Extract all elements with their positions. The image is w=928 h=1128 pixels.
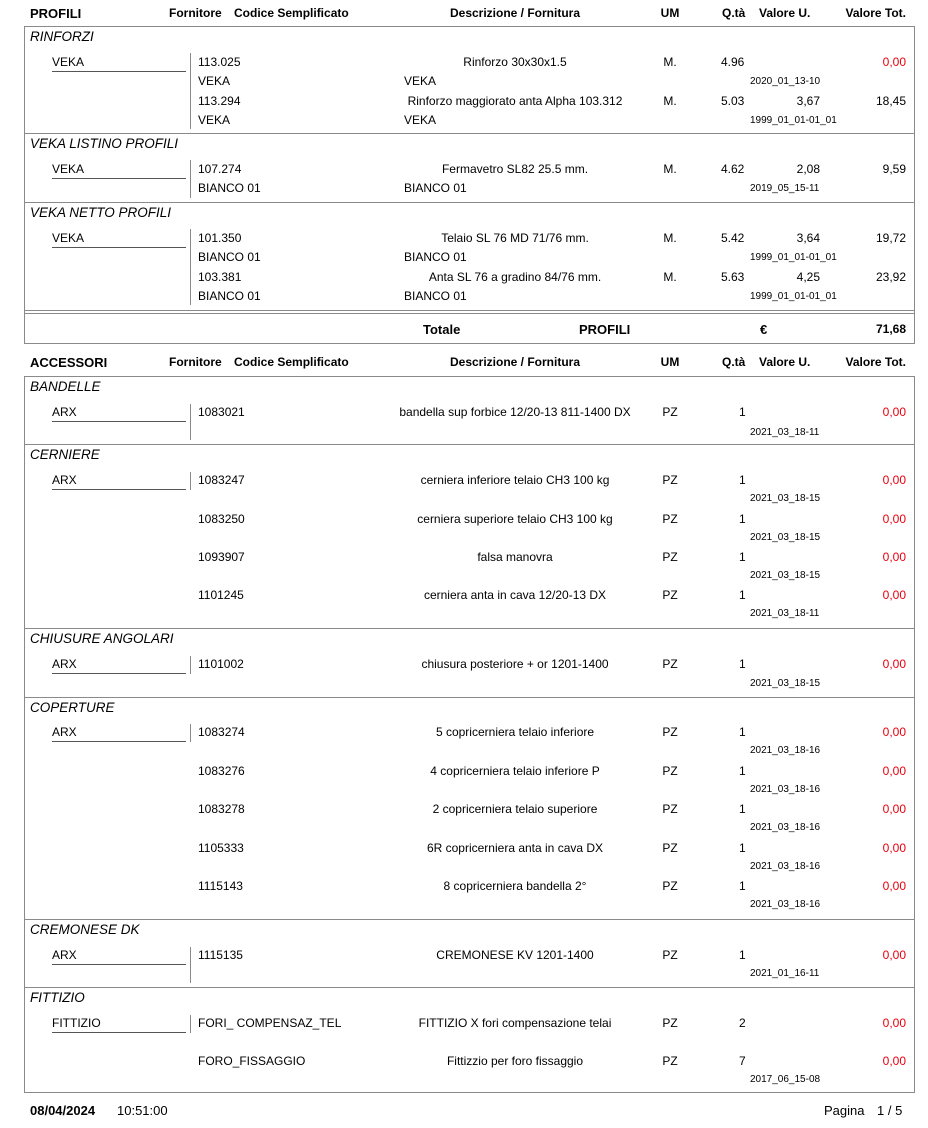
row-um: M. xyxy=(663,231,677,245)
category-title: CERNIERE xyxy=(30,447,100,462)
supplier-underline xyxy=(52,1032,186,1033)
row-um: M. xyxy=(663,55,677,69)
row-qty: 1 xyxy=(739,725,746,739)
row-desc-sub: BIANCO 01 xyxy=(404,250,467,264)
total-divider-bottom xyxy=(24,343,915,344)
row-total-value: 0,00 xyxy=(882,550,906,564)
row-desc: Fermavetro SL82 25.5 mm. xyxy=(441,162,589,176)
supplier-underline xyxy=(52,421,186,422)
row-um: M. xyxy=(663,270,677,284)
category-title: CREMONESE DK xyxy=(30,922,140,937)
row-date: 2021_03_18-16 xyxy=(750,822,821,833)
row-total-value: 23,92 xyxy=(875,270,906,284)
row-desc: Rinforzo maggiorato anta Alpha 103.312 xyxy=(407,94,623,108)
category-divider xyxy=(24,202,915,203)
row-code-sub: VEKA xyxy=(198,74,231,88)
row-date: 2021_03_18-11 xyxy=(750,608,820,619)
row-um: PZ xyxy=(662,1016,678,1030)
vertical-divider xyxy=(190,160,191,198)
row-date: 1999_01_01-01_01 xyxy=(750,252,837,263)
row-code: 1101002 xyxy=(198,657,244,671)
category-title: VEKA NETTO PROFILI xyxy=(30,205,172,220)
frame-right xyxy=(914,26,915,344)
row-unit-value: 2,08 xyxy=(796,162,820,176)
footer-date: 08/04/2024 xyxy=(30,1103,96,1118)
row-code: 1083274 xyxy=(198,725,245,739)
vertical-divider xyxy=(190,404,191,440)
row-unit-value: 3,67 xyxy=(796,94,820,108)
row-um: PZ xyxy=(662,1054,678,1068)
row-qty: 5.42 xyxy=(721,231,745,245)
row-desc-sub: BIANCO 01 xyxy=(404,181,467,195)
row-date: 2021_03_18-15 xyxy=(750,678,821,689)
footer-page-label: Pagina xyxy=(824,1103,865,1118)
vertical-divider xyxy=(190,53,191,129)
row-date: 2017_06_15-08 xyxy=(750,1074,821,1085)
row-um: PZ xyxy=(662,879,678,893)
row-qty: 5.03 xyxy=(721,94,745,108)
row-um: PZ xyxy=(662,764,678,778)
row-desc-sub: BIANCO 01 xyxy=(404,289,467,303)
row-code: 1083276 xyxy=(198,764,245,778)
col-valore-u: Valore U. xyxy=(759,6,811,20)
row-total-value: 0,00 xyxy=(882,55,906,69)
row-qty: 2 xyxy=(739,1016,746,1030)
total-section: PROFILI xyxy=(579,322,631,337)
vertical-divider xyxy=(190,947,191,983)
row-code: 1083278 xyxy=(198,802,245,816)
row-total-value: 0,00 xyxy=(882,657,906,671)
row-um: PZ xyxy=(662,512,678,526)
row-um: PZ xyxy=(662,405,678,419)
col-fornitore: Fornitore xyxy=(169,355,222,369)
row-code: 1083247 xyxy=(198,473,245,487)
row-date: 2021_03_18-15 xyxy=(750,532,821,543)
supplier-underline xyxy=(52,741,186,742)
row-total-value: 18,45 xyxy=(875,94,906,108)
category-title: FITTIZIO xyxy=(30,990,85,1005)
row-qty: 1 xyxy=(739,657,746,671)
col-um: UM xyxy=(660,6,680,20)
supplier-name: ARX xyxy=(52,473,77,487)
row-code: 1105333 xyxy=(198,841,244,855)
supplier-name: VEKA xyxy=(52,231,85,245)
row-total-value: 0,00 xyxy=(882,879,906,893)
row-date: 2021_01_16-11 xyxy=(750,968,820,979)
row-qty: 5.63 xyxy=(721,270,745,284)
row-total-value: 0,00 xyxy=(882,764,906,778)
row-date: 1999_01_01-01_01 xyxy=(750,291,837,302)
row-date: 2021_03_18-16 xyxy=(750,784,821,795)
row-desc-sub: VEKA xyxy=(404,113,437,127)
row-qty: 4.96 xyxy=(721,55,745,69)
row-um: M. xyxy=(663,162,677,176)
col-um: UM xyxy=(660,355,680,369)
row-code: 113.294 xyxy=(198,94,241,108)
row-code: 1115143 xyxy=(198,879,243,893)
profili-section-title: PROFILI xyxy=(30,6,82,21)
row-code: 101.350 xyxy=(198,231,242,245)
row-desc: 2 copricerniera telaio superiore xyxy=(432,802,598,816)
row-qty: 1 xyxy=(739,550,746,564)
accessori-section-title: ACCESSORI xyxy=(30,355,108,370)
row-code-sub: BIANCO 01 xyxy=(198,250,261,264)
row-date: 2021_03_18-16 xyxy=(750,745,821,756)
row-qty: 1 xyxy=(739,764,746,778)
row-code: 103.381 xyxy=(198,270,242,284)
supplier-name: FITTIZIO xyxy=(52,1016,101,1030)
col-qta: Q.tà xyxy=(722,6,746,20)
row-desc: Rinforzo 30x30x1.5 xyxy=(463,55,567,69)
category-title: CHIUSURE ANGOLARI xyxy=(30,631,174,646)
supplier-underline xyxy=(52,964,186,965)
row-qty: 1 xyxy=(739,841,746,855)
row-desc: FITTIZIO X fori compensazione telai xyxy=(418,1016,612,1030)
row-desc-sub: VEKA xyxy=(404,74,437,88)
supplier-underline xyxy=(52,489,186,490)
col-descrizione: Descrizione / Fornitura xyxy=(449,355,581,369)
supplier-name: VEKA xyxy=(52,162,85,176)
row-code-sub: BIANCO 01 xyxy=(198,181,261,195)
total-divider-top-2 xyxy=(24,313,915,314)
row-date: 2021_03_18-15 xyxy=(750,570,821,581)
row-total-value: 0,00 xyxy=(882,1016,906,1030)
divider xyxy=(24,376,915,377)
category-divider xyxy=(24,628,915,629)
row-total-value: 0,00 xyxy=(882,405,906,419)
category-divider xyxy=(24,919,915,920)
row-code-sub: VEKA xyxy=(198,113,231,127)
col-valore-tot: Valore Tot. xyxy=(845,6,906,20)
row-um: M. xyxy=(663,94,677,108)
category-title: BANDELLE xyxy=(30,379,101,394)
vertical-divider xyxy=(190,472,191,490)
frame-left xyxy=(24,376,25,1093)
row-code-sub: BIANCO 01 xyxy=(198,289,261,303)
divider xyxy=(24,26,915,27)
row-desc: 8 copricerniera bandella 2° xyxy=(443,879,587,893)
row-qty: 4.62 xyxy=(721,162,745,176)
frame-bottom xyxy=(24,1092,915,1093)
row-qty: 1 xyxy=(739,588,746,602)
row-desc: Anta SL 76 a gradino 84/76 mm. xyxy=(428,270,602,284)
row-total-value: 0,00 xyxy=(882,948,906,962)
row-date: 2021_03_18-11 xyxy=(750,427,820,438)
row-code: FORI_ COMPENSAZ_TEL xyxy=(198,1016,342,1030)
category-title: RINFORZI xyxy=(30,29,94,44)
row-total-value: 0,00 xyxy=(882,588,906,602)
row-um: PZ xyxy=(662,550,678,564)
row-code: 1115135 xyxy=(198,948,243,962)
row-desc: Telaio SL 76 MD 71/76 mm. xyxy=(441,231,589,245)
row-qty: 1 xyxy=(739,802,746,816)
supplier-name: ARX xyxy=(52,948,77,962)
row-desc: bandella sup forbice 12/20-13 811-1400 DX xyxy=(399,405,631,419)
frame-left xyxy=(24,26,25,344)
row-unit-value: 4,25 xyxy=(796,270,820,284)
total-currency: € xyxy=(760,322,768,337)
vertical-divider xyxy=(190,229,191,305)
row-date: 2021_03_18-16 xyxy=(750,861,821,872)
row-desc: cerniera inferiore telaio CH3 100 kg xyxy=(420,473,610,487)
vertical-divider xyxy=(190,656,191,674)
row-total-value: 0,00 xyxy=(882,841,906,855)
row-desc: 4 copricerniera telaio inferiore P xyxy=(430,764,600,778)
total-label: Totale xyxy=(423,322,461,337)
row-code: 1083021 xyxy=(198,405,245,419)
row-desc: 5 copricerniera telaio inferiore xyxy=(435,725,595,739)
row-code: 1101245 xyxy=(198,588,244,602)
col-codice: Codice Semplificato xyxy=(234,355,349,369)
supplier-underline xyxy=(52,673,186,674)
row-total-value: 9,59 xyxy=(882,162,906,176)
category-divider xyxy=(24,987,915,988)
row-qty: 1 xyxy=(739,879,746,893)
supplier-name: ARX xyxy=(52,725,77,739)
category-divider xyxy=(24,444,915,445)
row-code: 107.274 xyxy=(198,162,242,176)
row-code: 1083250 xyxy=(198,512,245,526)
supplier-name: VEKA xyxy=(52,55,85,69)
row-total-value: 19,72 xyxy=(875,231,906,245)
row-um: PZ xyxy=(662,802,678,816)
row-total-value: 0,00 xyxy=(882,512,906,526)
row-unit-value: 3,64 xyxy=(796,231,820,245)
row-um: PZ xyxy=(662,473,678,487)
category-divider xyxy=(24,697,915,698)
frame-right xyxy=(914,376,915,1093)
row-qty: 1 xyxy=(739,405,746,419)
row-qty: 1 xyxy=(739,512,746,526)
row-date: 2020_01_13-10 xyxy=(750,76,821,87)
row-um: PZ xyxy=(662,948,678,962)
row-total-value: 0,00 xyxy=(882,473,906,487)
col-codice: Codice Semplificato xyxy=(234,6,349,20)
supplier-underline xyxy=(52,71,186,72)
col-qta: Q.tà xyxy=(722,355,746,369)
total-value: 71,68 xyxy=(875,322,906,336)
row-desc: cerniera anta in cava 12/20-13 DX xyxy=(423,588,607,602)
footer-time: 10:51:00 xyxy=(117,1103,168,1118)
row-date: 2021_03_18-15 xyxy=(750,493,821,504)
row-code: FORO_FISSAGGIO xyxy=(198,1054,306,1068)
category-title: VEKA LISTINO PROFILI xyxy=(30,136,179,151)
footer-page-number: 1 / 5 xyxy=(877,1103,903,1118)
row-total-value: 0,00 xyxy=(882,725,906,739)
col-valore-tot: Valore Tot. xyxy=(845,355,906,369)
row-um: PZ xyxy=(662,725,678,739)
row-desc: CREMONESE KV 1201-1400 xyxy=(436,948,594,962)
row-desc: 6R copricerniera anta in cava DX xyxy=(426,841,604,855)
supplier-underline xyxy=(52,247,186,248)
row-um: PZ xyxy=(662,841,678,855)
row-desc: falsa manovra xyxy=(477,550,553,564)
category-divider xyxy=(24,133,915,134)
row-desc: chiusura posteriore + or 1201-1400 xyxy=(421,657,609,671)
vertical-divider xyxy=(190,1015,191,1033)
row-qty: 1 xyxy=(739,948,746,962)
total-divider-top xyxy=(24,310,915,311)
col-descrizione: Descrizione / Fornitura xyxy=(449,6,581,20)
category-title: COPERTURE xyxy=(30,700,115,715)
vertical-divider xyxy=(190,724,191,742)
row-total-value: 0,00 xyxy=(882,1054,906,1068)
row-code: 1093907 xyxy=(198,550,245,564)
row-date: 2021_03_18-16 xyxy=(750,899,821,910)
row-total-value: 0,00 xyxy=(882,802,906,816)
col-fornitore: Fornitore xyxy=(169,6,222,20)
row-code: 113.025 xyxy=(198,55,241,69)
col-valore-u: Valore U. xyxy=(759,355,811,369)
row-date: 2019_05_15-11 xyxy=(750,183,820,194)
supplier-underline xyxy=(52,178,186,179)
supplier-name: ARX xyxy=(52,405,77,419)
row-um: PZ xyxy=(662,657,678,671)
supplier-name: ARX xyxy=(52,657,77,671)
row-date: 1999_01_01-01_01 xyxy=(750,115,837,126)
row-um: PZ xyxy=(662,588,678,602)
row-desc: cerniera superiore telaio CH3 100 kg xyxy=(417,512,613,526)
row-desc: Fittizzio per foro fissaggio xyxy=(446,1054,584,1068)
row-qty: 7 xyxy=(739,1054,746,1068)
row-qty: 1 xyxy=(739,473,746,487)
